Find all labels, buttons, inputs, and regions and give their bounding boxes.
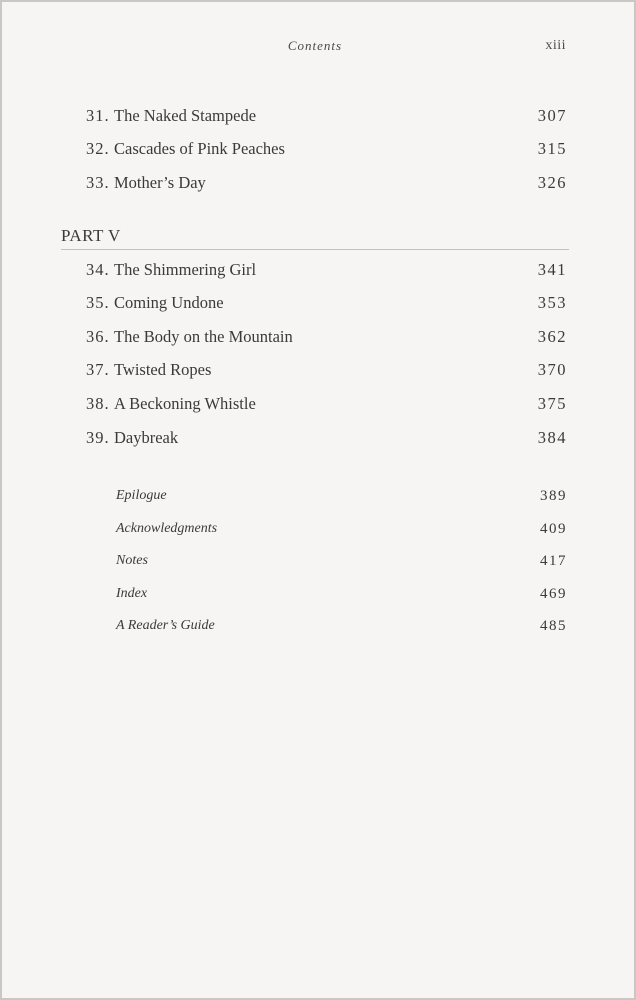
chapter-page: 362 — [537, 327, 567, 346]
chapter-number: 36. — [86, 327, 110, 346]
book-page — [2, 2, 634, 998]
chapter-title: The Shimmering Girl — [114, 260, 257, 279]
chapter-page: 353 — [537, 293, 567, 312]
running-head — [2, 38, 634, 58]
running-head-title: Contents — [287, 38, 343, 53]
chapter-title: The Body on the Mountain — [114, 327, 293, 346]
back-matter-page: 409 — [540, 521, 567, 537]
toc-entry — [2, 138, 634, 160]
part-heading: PART V — [61, 226, 121, 245]
chapter-number: 38. — [86, 394, 110, 413]
chapter-title: Mother’s Day — [114, 173, 206, 192]
chapter-number: 33. — [86, 173, 110, 192]
chapter-title: Cascades of Pink Peaches — [114, 139, 285, 158]
chapter-title: Coming Undone — [114, 293, 224, 312]
back-matter-title: Epilogue — [116, 488, 167, 503]
toc-entry — [2, 326, 634, 348]
back-matter-title: A Reader’s Guide — [116, 618, 215, 633]
back-matter-title: Notes — [116, 553, 148, 568]
back-matter-entry — [2, 486, 634, 506]
back-matter-page: 389 — [540, 488, 567, 504]
back-matter-page: 485 — [540, 618, 567, 634]
chapter-page: 370 — [537, 360, 567, 379]
toc-entry — [2, 259, 634, 281]
chapter-number: 31. — [86, 106, 110, 125]
part-divider-rule — [61, 249, 569, 250]
chapter-title: Daybreak — [114, 428, 179, 447]
chapter-page: 384 — [537, 428, 567, 447]
chapter-title: The Naked Stampede — [114, 106, 257, 125]
chapter-number: 37. — [86, 360, 110, 379]
toc-entry — [2, 393, 634, 415]
chapter-page: 326 — [537, 173, 567, 192]
chapter-page: 315 — [537, 139, 567, 158]
chapter-number: 34. — [86, 260, 110, 279]
back-matter-entry — [2, 519, 634, 539]
back-matter-title: Acknowledgments — [116, 521, 218, 536]
chapter-number: 39. — [86, 428, 110, 447]
back-matter-entry — [2, 584, 634, 604]
chapter-page: 341 — [537, 260, 567, 279]
back-matter-entry — [2, 616, 634, 636]
back-matter-entry — [2, 551, 634, 571]
chapter-page: 375 — [537, 394, 567, 413]
toc-entry — [2, 105, 634, 127]
chapter-number: 35. — [86, 293, 110, 312]
page-folio: xiii — [545, 38, 566, 53]
toc-entry — [2, 427, 634, 449]
chapter-page: 307 — [537, 106, 567, 125]
chapter-number: 32. — [86, 139, 110, 158]
chapter-title: A Beckoning Whistle — [114, 394, 256, 413]
toc-entry — [2, 172, 634, 194]
toc-entry — [2, 359, 634, 381]
chapter-title: Twisted Ropes — [114, 360, 212, 379]
back-matter-page: 417 — [540, 553, 567, 569]
toc-entry — [2, 292, 634, 314]
back-matter-title: Index — [116, 586, 148, 601]
back-matter-page: 469 — [540, 586, 567, 602]
